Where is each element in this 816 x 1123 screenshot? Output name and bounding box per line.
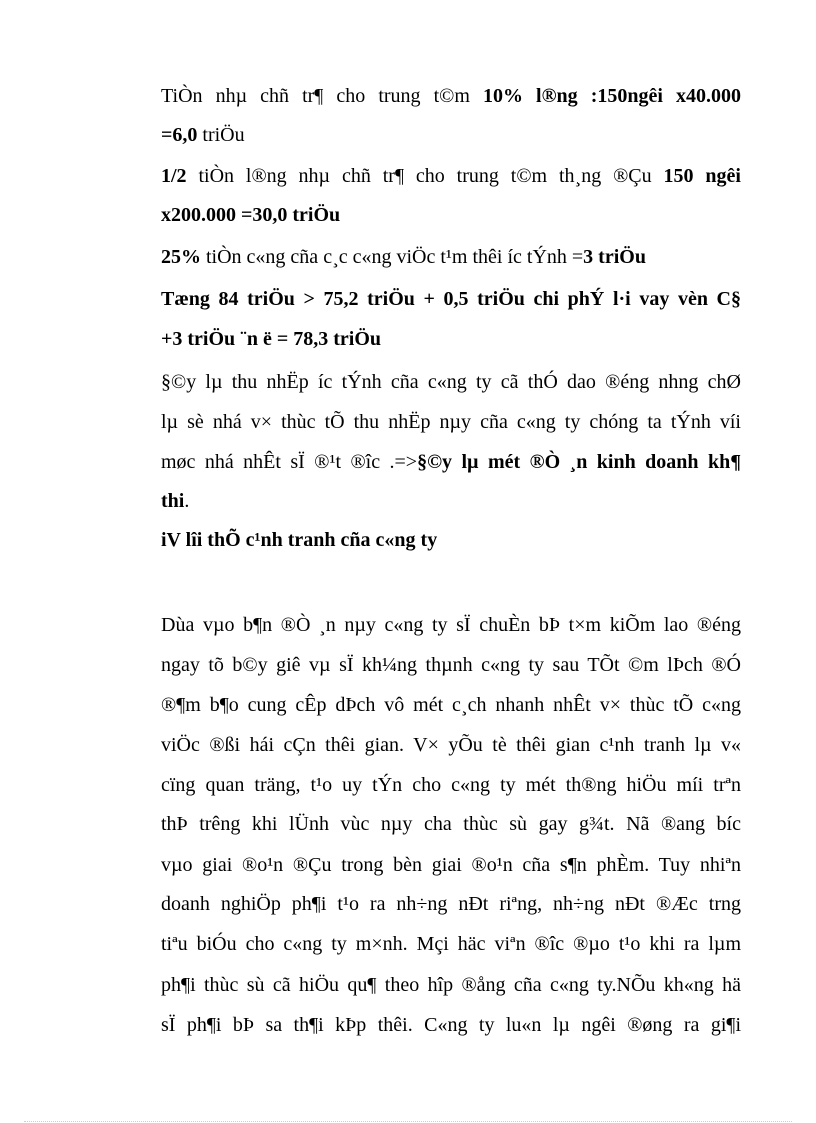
bold-run: 1/2 bbox=[161, 165, 187, 187]
bold-run: 150 ngêi bbox=[663, 165, 741, 187]
text-line bbox=[161, 156, 741, 196]
text-run: lµ sè nhá v× thùc tÕ thu nhËp nµy cña c«ng ty chóng ta tÝnh víi bbox=[161, 411, 741, 433]
text-line bbox=[161, 362, 741, 402]
text-line bbox=[161, 725, 741, 765]
text-run: ph¶i thùc sù cã hiÖu qu¶ theo hîp ®ång cña c«ng ty.NÕu kh«ng hä bbox=[161, 974, 741, 996]
text-run: Dùa vµo b¶n ®Ò ¸n nµy c«ng ty sÏ chuÈn bÞ t×m kiÕm lao ®éng bbox=[161, 614, 741, 636]
text-line bbox=[161, 402, 741, 442]
text-line bbox=[161, 1005, 741, 1045]
text-run: vµo giai ®o¹n ®Çu trong bèn giai ®o¹n cña s¶n phÈm. Tuy nhiªn bbox=[161, 854, 741, 876]
page-bottom-border bbox=[24, 1121, 792, 1122]
text-run: tiÒn c«ng cña c¸c c«ng viÖc t¹m thêi íc tÝnh = bbox=[201, 246, 584, 268]
text-line bbox=[161, 76, 741, 116]
text-line bbox=[161, 195, 741, 235]
text-line bbox=[161, 645, 741, 685]
text-run: . bbox=[184, 490, 190, 512]
text-run: ®¶m b¶o cung cÊp dÞch vô mét c¸ch nhanh nhÊt v× thùc tÕ c«ng bbox=[161, 694, 741, 716]
text-run: §©y lµ thu nhËp íc tÝnh cña c«ng ty cã thÓ dao ®éng nhng chØ bbox=[161, 371, 741, 393]
text-run: tiªu biÓu cho c«ng ty m×nh. Mçi häc viªn ®îc ®µo t¹o khi ra lµm bbox=[161, 933, 741, 955]
text-run: thÞ trêng khi lÜnh vùc nµy cha thùc sù gay g¾t. Nã ®ang bíc bbox=[161, 813, 741, 835]
bold-run: 3 triÖu bbox=[583, 246, 646, 268]
text-line bbox=[161, 115, 741, 155]
text-run: sÏ ph¶i bÞ sa th¶i kÞp thêi. C«ng ty lu«n lµ ngêi ®øng ra gi¶i bbox=[161, 1014, 741, 1036]
bold-run: =6,0 bbox=[161, 124, 198, 146]
text-line bbox=[161, 804, 741, 844]
text-line bbox=[161, 765, 741, 805]
text-run: ngay tõ b©y giê vµ sÏ kh¼ng thµnh c«ng ty sau TÕt ©m lÞch ®Ó bbox=[161, 654, 741, 676]
text-run: møc nhá nhÊt sÏ ®¹t ®îc .=> bbox=[161, 451, 418, 473]
text-line bbox=[161, 237, 741, 277]
text-line bbox=[161, 319, 741, 359]
bold-run: 25% bbox=[161, 246, 201, 268]
text-line bbox=[161, 685, 741, 725]
section-heading bbox=[161, 520, 741, 560]
text-line bbox=[161, 924, 741, 964]
text-run: cïng quan träng, t¹o uy tÝn cho c«ng ty mét th®ng hiÖu míi trªn bbox=[161, 774, 741, 796]
text-line bbox=[161, 605, 741, 645]
bold-run: Tæng 84 triÖu > 75,2 triÖu + 0,5 triÖu chi phÝ l·i vay vèn C§ bbox=[161, 288, 741, 310]
text-line bbox=[161, 884, 741, 924]
bold-run: thi bbox=[161, 490, 185, 512]
text-line bbox=[161, 279, 741, 319]
text-run: triÖu bbox=[197, 124, 245, 146]
text-run: doanh nghiÖp ph¶i t¹o ra nh÷ng nÐt riªng, nh÷ng nÐt ®Æc trng bbox=[161, 893, 741, 915]
text-run: tiÒn l®ng nhµ chñ tr¶ cho trung t©m th¸ng ®Çu bbox=[186, 165, 664, 187]
text-run: viÖc ®ßi hái cÇn thêi gian. V× yÕu tè thêi gian c¹nh tranh lµ v« bbox=[161, 734, 741, 756]
bold-run: +3 triÖu ¨n ë = 78,3 triÖu bbox=[161, 328, 381, 350]
text-line bbox=[161, 481, 741, 521]
bold-run: §©y lµ mét ®Ò ¸n kinh doanh kh¶ bbox=[417, 451, 741, 473]
bold-run: iV lîi thÕ c¹nh tranh cña c«ng ty bbox=[161, 529, 438, 551]
text-line bbox=[161, 442, 741, 482]
text-line bbox=[161, 965, 741, 1005]
text-line bbox=[161, 845, 741, 885]
bold-run: 10% l®ng :150ngêi x40.000 bbox=[482, 85, 741, 107]
text-run: TiÒn nhµ chñ tr¶ cho trung t©m bbox=[161, 85, 483, 107]
bold-run: x200.000 =30,0 triÖu bbox=[161, 204, 341, 226]
